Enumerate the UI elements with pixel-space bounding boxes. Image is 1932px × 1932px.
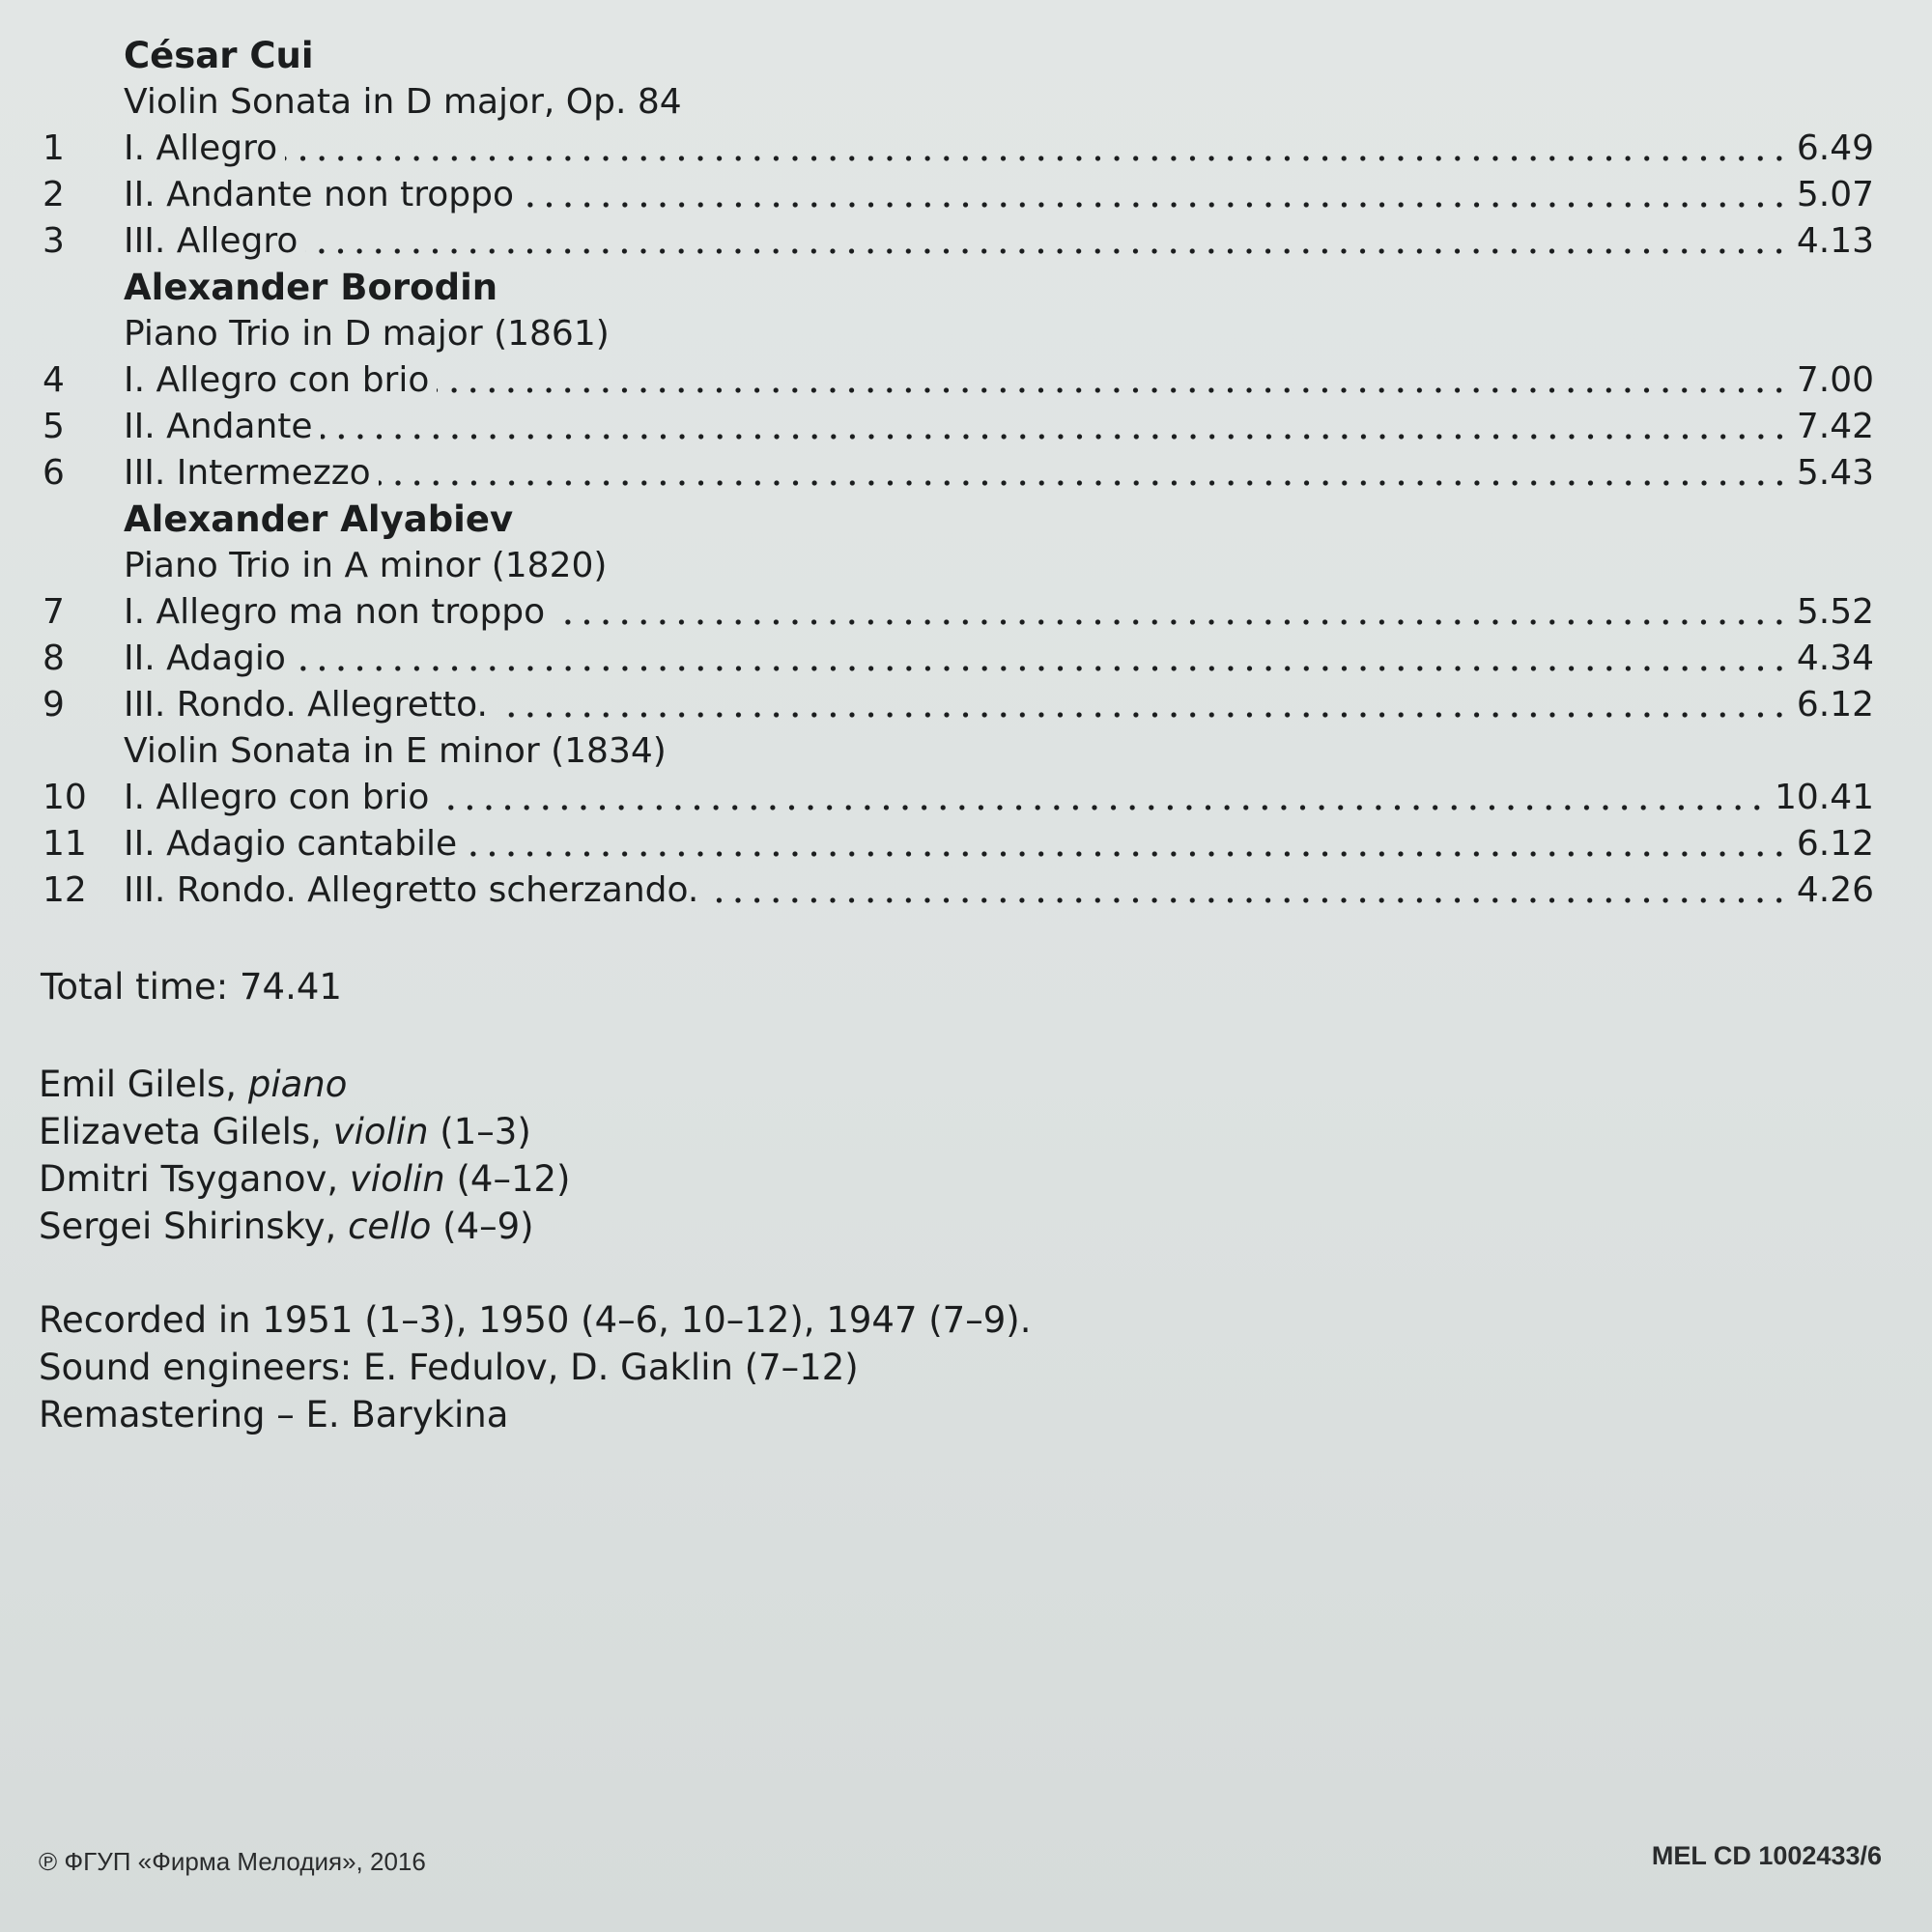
- track-row: [39, 821, 1874, 867]
- performers-list: [39, 1061, 570, 1250]
- work-cui-sonata: [39, 33, 1874, 265]
- track-row: [39, 404, 1874, 450]
- track-title: I. Allegro ma non troppo: [124, 592, 546, 632]
- performer-line: [39, 1061, 570, 1108]
- track-time: 10.41: [1774, 778, 1874, 817]
- track-time: 7.00: [1796, 360, 1874, 400]
- track-time: 5.52: [1796, 592, 1874, 632]
- track-title: III. Rondo. Allegretto.: [124, 685, 488, 724]
- track-number: 1: [43, 128, 65, 168]
- performer-name: Elizaveta Gilels,: [39, 1111, 333, 1152]
- work-alyabiev-sonata: [39, 728, 1874, 914]
- track-number: 5: [43, 407, 65, 446]
- performer-line: [39, 1203, 570, 1250]
- performer-name: Emil Gilels,: [39, 1064, 248, 1105]
- track-title: II. Andante: [124, 407, 313, 446]
- performer-instrument: piano: [247, 1064, 348, 1105]
- track-row: [39, 218, 1874, 265]
- track-row: [39, 172, 1874, 218]
- track-row: [39, 636, 1874, 682]
- track-number: 7: [43, 592, 65, 632]
- track-number: 9: [43, 685, 65, 724]
- dot-leader: [706, 896, 1788, 904]
- track-time: 5.43: [1796, 453, 1874, 493]
- track-title: I. Allegro con brio: [124, 360, 430, 400]
- work-title: Violin Sonata in D major, Op. 84: [124, 82, 682, 122]
- track-title: I. Allegro con brio: [124, 778, 430, 817]
- performer-instrument: violin: [332, 1111, 429, 1152]
- performer-tracks: (1–3): [428, 1111, 531, 1152]
- dot-leader: [437, 804, 1767, 811]
- dot-leader: [321, 433, 1789, 440]
- copyright-notice: ℗ ФГУП «Фирма Мелодия», 2016: [39, 1847, 426, 1876]
- track-time: 6.49: [1796, 128, 1874, 168]
- dot-leader: [437, 386, 1788, 394]
- catalog-number: MEL CD 1002433/6: [1651, 1841, 1882, 1870]
- track-title: I. Allegro: [124, 128, 278, 168]
- dot-leader: [522, 201, 1789, 209]
- track-title: III. Intermezzo: [124, 453, 371, 493]
- performer-tracks: (4–12): [444, 1158, 571, 1200]
- dot-leader: [379, 479, 1789, 487]
- track-row: [39, 589, 1874, 636]
- track-row: [39, 867, 1874, 914]
- track-number: 12: [43, 870, 87, 910]
- credit-recorded: Recorded in 1951 (1–3), 1950 (4–6, 10–12), 1947 (7–9).: [39, 1299, 1032, 1341]
- track-number: 10: [43, 778, 87, 817]
- track-row: [39, 450, 1874, 497]
- dot-leader: [294, 665, 1789, 672]
- track-row: [39, 682, 1874, 728]
- work-alyabiev-trio: [39, 497, 1874, 728]
- track-title: II. Adagio cantabile: [124, 824, 458, 864]
- track-number: 3: [43, 221, 65, 261]
- track-row: [39, 126, 1874, 172]
- track-time: 4.26: [1796, 870, 1874, 910]
- performer-name: Dmitri Tsyganov,: [39, 1158, 350, 1200]
- work-title: Violin Sonata in E minor (1834): [124, 731, 667, 771]
- track-number: 8: [43, 639, 65, 678]
- track-time: 4.13: [1796, 221, 1874, 261]
- track-number: 11: [43, 824, 87, 864]
- track-time: 6.12: [1796, 824, 1874, 864]
- composer-name: Alexander Alyabiev: [124, 498, 514, 540]
- track-title: II. Adagio: [124, 639, 286, 678]
- total-time: Total time: 74.41: [41, 966, 342, 1008]
- dot-leader: [465, 850, 1789, 858]
- credit-sound-engineers: Sound engineers: E. Fedulov, D. Gaklin (7–12): [39, 1347, 859, 1388]
- performer-line: [39, 1108, 570, 1155]
- dot-leader: [553, 618, 1789, 626]
- track-time: 7.42: [1796, 407, 1874, 446]
- dot-leader: [496, 711, 1789, 719]
- work-borodin-trio: [39, 265, 1874, 497]
- work-title: Piano Trio in A minor (1820): [124, 546, 608, 585]
- tracklist: [39, 33, 1874, 914]
- track-number: 4: [43, 360, 65, 400]
- performer-instrument: cello: [348, 1206, 432, 1247]
- composer-name: Alexander Borodin: [124, 267, 498, 308]
- performer-instrument: violin: [349, 1158, 445, 1200]
- track-title: II. Andante non troppo: [124, 175, 514, 214]
- track-time: 4.34: [1796, 639, 1874, 678]
- performer-tracks: (4–9): [431, 1206, 534, 1247]
- track-time: 5.07: [1796, 175, 1874, 214]
- work-title: Piano Trio in D major (1861): [124, 314, 610, 354]
- composer-name: César Cui: [124, 35, 314, 76]
- track-title: III. Rondo. Allegretto scherzando.: [124, 870, 699, 910]
- track-title: III. Allegro: [124, 221, 298, 261]
- track-number: 2: [43, 175, 65, 214]
- performer-line: [39, 1155, 570, 1203]
- dot-leader: [305, 247, 1788, 255]
- credit-remastering: Remastering – E. Barykina: [39, 1394, 509, 1435]
- performer-name: Sergei Shirinsky,: [39, 1206, 349, 1247]
- track-time: 6.12: [1796, 685, 1874, 724]
- dot-leader: [285, 155, 1789, 162]
- recording-credits: [39, 1296, 1031, 1438]
- track-row: [39, 775, 1874, 821]
- track-row: [39, 357, 1874, 404]
- track-number: 6: [43, 453, 65, 493]
